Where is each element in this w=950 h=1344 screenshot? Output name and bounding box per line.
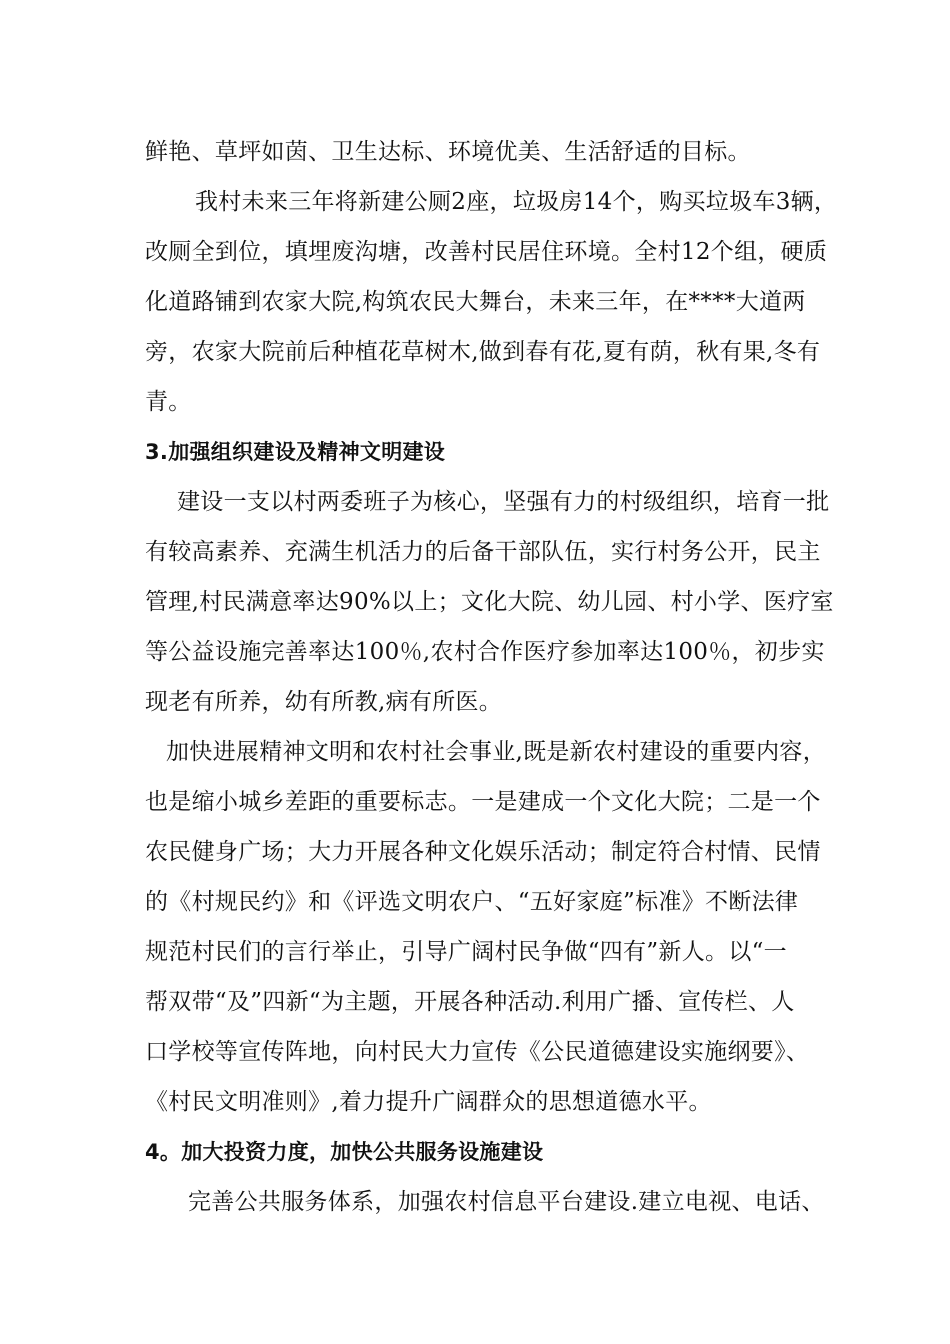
paragraph-line: 农民健身广场；大力开展各种文化娱乐活动；制定符合村情、民情 [145, 839, 821, 865]
paragraph-line: 的《村规民约》和《评选文明农户、“五好家庭”标准》不断法律 [145, 889, 799, 915]
section-heading-3: 3.加强组织建设及精神文明建设 [145, 440, 446, 464]
paragraph-line: 鲜艳、草坪如茵、卫生达标、环境优美、生活舒适的目标。 [145, 139, 751, 165]
paragraph-line: 帮双带“及”四新“为主题，开展各种活动.利用广播、宣传栏、人 [145, 989, 795, 1015]
paragraph-line: 《村民文明准则》,着力提升广阔群众的思想道德水平。 [145, 1089, 712, 1115]
paragraph-line: 规范村民们的言行举止，引导广阔村民争做“四有”新人。以“一 [145, 939, 787, 965]
paragraph-line: 我村未来三年将新建公厕2座，垃圾房14个，购买垃圾车3辆， [195, 189, 838, 215]
paragraph-line: 有较高素养、充满生机活力的后备干部队伍，实行村务公开，民主 [145, 539, 821, 565]
paragraph-line: 口学校等宣传阵地，向村民大力宣传《公民道德建设实施纲要》、 [145, 1039, 810, 1065]
paragraph-line: 化道路铺到农家大院,构筑农民大舞台，未来三年，在****大道两 [145, 289, 806, 315]
section-heading-4: 4。加大投资力度，加快公共服务设施建设 [145, 1140, 544, 1164]
paragraph-line: 等公益设施完善率达100％,农村合作医疗参加率达100％，初步实 [145, 639, 825, 665]
paragraph-line: 也是缩小城乡差距的重要标志。一是建成一个文化大院；二是一个 [145, 789, 821, 815]
paragraph-line: 加快进展精神文明和农村社会事业,既是新农村建设的重要内容， [166, 739, 827, 765]
paragraph-line: 改厕全到位，填埋废沟塘，改善村民居住环境。全村12个组，硬质 [145, 239, 828, 265]
paragraph-line: 青。 [145, 389, 192, 415]
paragraph-line: 建设一支以村两委班子为核心，坚强有力的村级组织，培育一批 [177, 489, 830, 515]
paragraph-line: 完善公共服务体系，加强农村信息平台建设.建立电视、电话、 [188, 1189, 825, 1215]
paragraph-line: 现老有所养，幼有所教,病有所医。 [145, 689, 503, 715]
paragraph-line: 管理,村民满意率达90%以上；文化大院、幼儿园、村小学、医疗室 [145, 589, 834, 615]
paragraph-line: 旁，农家大院前后种植花草树木,做到春有花,夏有荫，秋有果,冬有 [145, 339, 821, 365]
